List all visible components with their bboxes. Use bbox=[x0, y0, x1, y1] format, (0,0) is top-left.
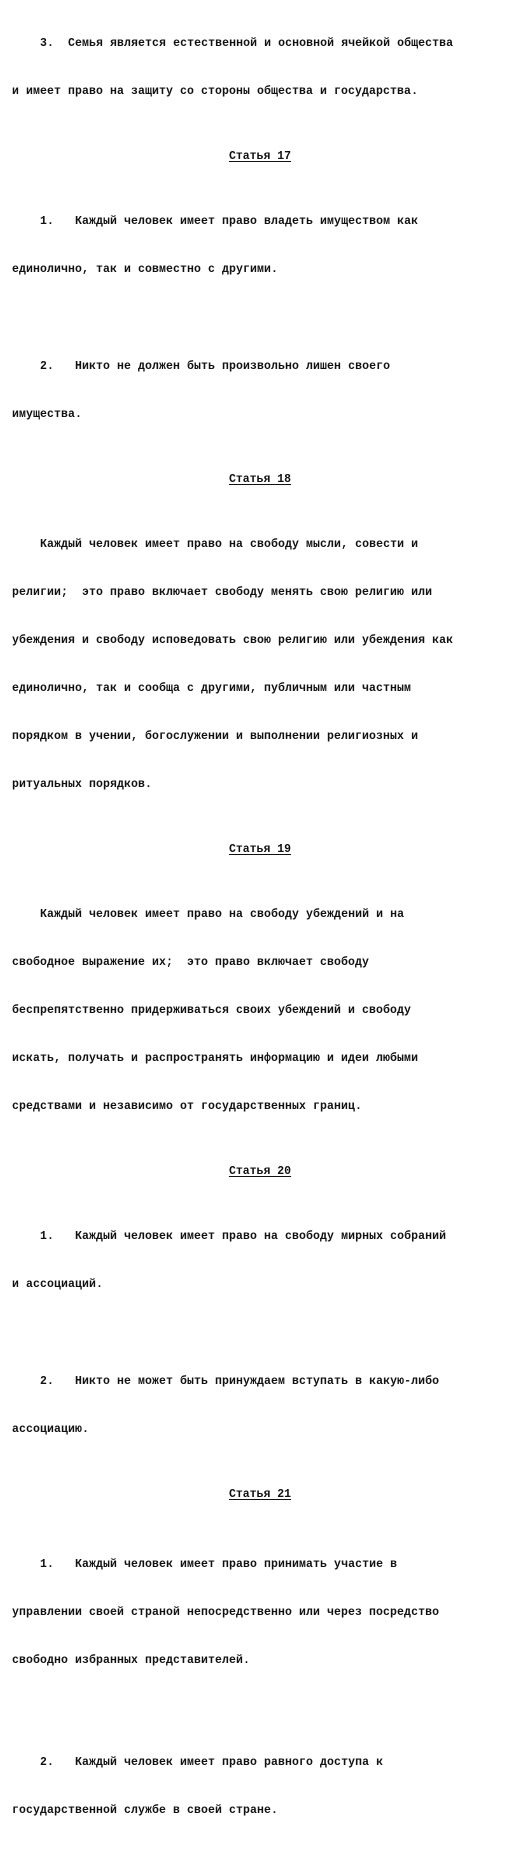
intro-line-2: и имеет право на защиту со стороны общества и государства. bbox=[12, 85, 419, 98]
document-page bbox=[12, 4, 508, 1851]
article-18-paragraph-1: Каждый человек имеет право на свободу мысли, совести и религии; это право включает свободу менять свою религию или убеждения и свободу исповедовать свою религию или убеждения как единолично, так и сообща с другими, публичным или частным порядком в учении, богослужении и выполнении религиозных и ритуальных порядков. bbox=[12, 538, 454, 791]
article-21-paragraph-1: 1. Каждый человек имеет право принимать участие в управлении своей страной непосредственно или через посредство свободно избранных представителей. bbox=[12, 1558, 440, 1667]
article-17-paragraph-1: 1. Каждый человек имеет право владеть имуществом как единолично, так и совместно с другими. bbox=[12, 215, 419, 276]
article-20-paragraph-2: 2. Никто не может быть принуждаем вступать в какую-либо ассоциацию. bbox=[12, 1375, 440, 1436]
article-17-heading: Статья 17 bbox=[228, 150, 292, 163]
article-19-heading: Статья 19 bbox=[228, 843, 292, 856]
article-20-heading: Статья 20 bbox=[228, 1165, 292, 1178]
article-19-paragraph-1: Каждый человек имеет право на свободу убеждений и на свободное выражение их; это право включает свободу беспрепятственно придерживаться своих убеждений и свободу искать, получать и распространять информацию и идеи любыми средствами и независимо от государственных границ. bbox=[12, 908, 419, 1113]
intro-line-1: 3. Семья является естественной и основной ячейкой общества bbox=[40, 37, 454, 50]
article-18-heading: Статья 18 bbox=[228, 473, 292, 486]
article-17-paragraph-2: 2. Никто не должен быть произвольно лишен своего имущества. bbox=[12, 360, 391, 421]
article-20-paragraph-1: 1. Каждый человек имеет право на свободу мирных собраний и ассоциаций. bbox=[12, 1230, 447, 1291]
article-21-heading: Статья 21 bbox=[228, 1488, 292, 1501]
intro-paragraph bbox=[12, 4, 508, 132]
article-21-paragraph-2: 2. Каждый человек имеет право равного доступа к государственной службе в своей стране. bbox=[12, 1756, 384, 1817]
intro-number: 3. bbox=[40, 37, 55, 50]
